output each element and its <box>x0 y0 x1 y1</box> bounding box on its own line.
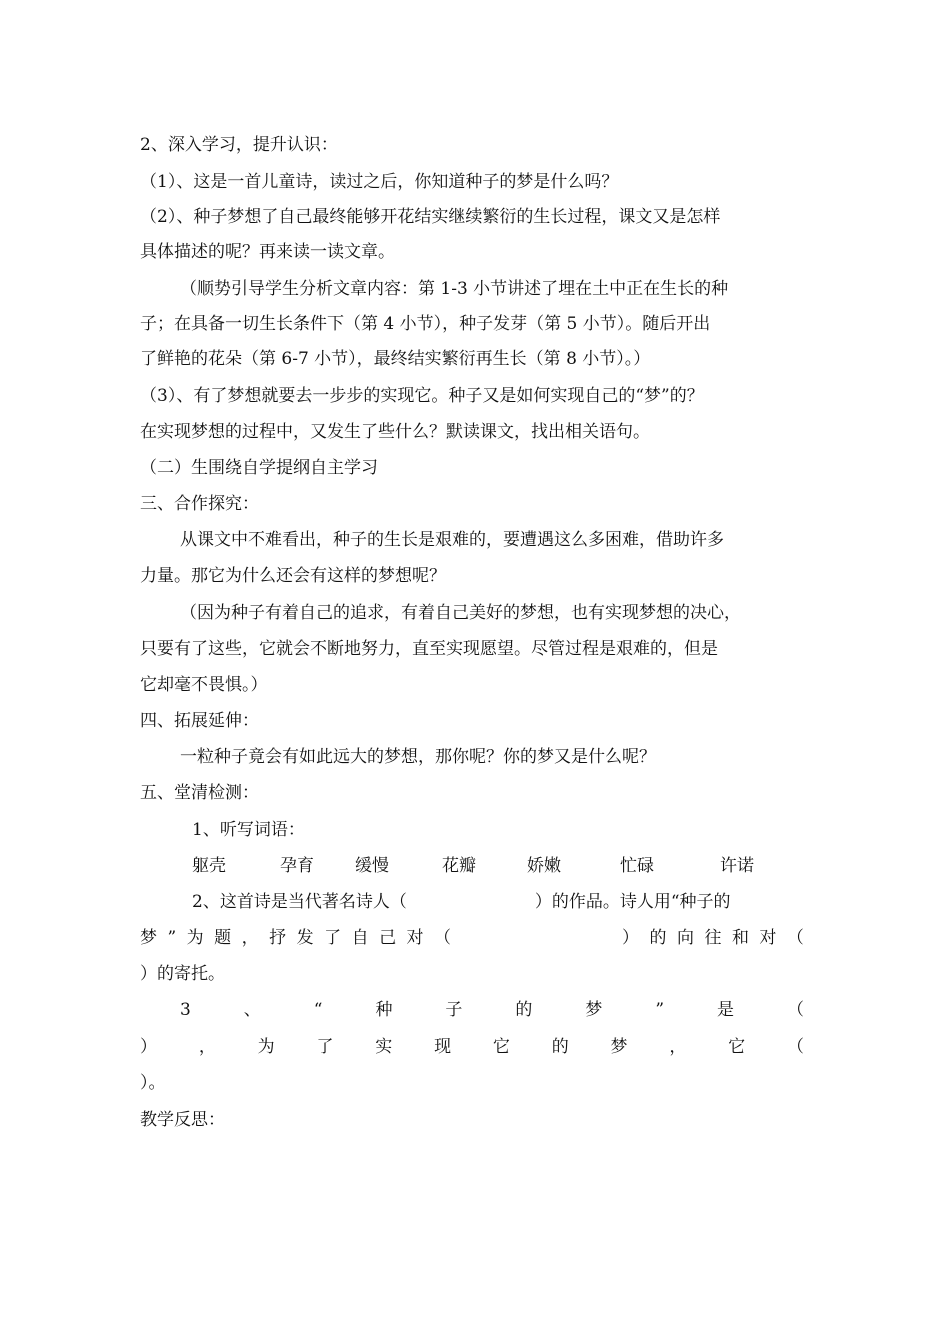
char: 抒 <box>269 928 287 948</box>
dictation-word: 许诺 <box>720 856 754 876</box>
char: 为 <box>186 928 204 948</box>
char: 往 <box>704 928 722 948</box>
char: 梦 <box>140 928 157 948</box>
paragraph-line: 只要有了这些，它就会不断地努力，直至实现愿望。尽管过程是艰难的，但是 <box>140 639 718 659</box>
char: （ <box>786 1000 804 1020</box>
exercise-line-spread <box>140 1037 804 1057</box>
char: （ <box>786 1037 804 1057</box>
paragraph-line: 在实现梦想的过程中，又发生了些什么？默读课文，找出相关语句。 <box>140 422 650 442</box>
char: 的 <box>649 928 667 948</box>
char: “ <box>313 1000 323 1020</box>
paragraph-line: 从课文中不难看出，种子的生长是艰难的，要遭遇这么多困难，借助许多 <box>180 530 724 550</box>
char: 对 <box>406 928 424 948</box>
char: 种 <box>375 1000 393 1020</box>
char: ） <box>622 928 639 948</box>
dictation-word: 躯壳 <box>192 856 226 876</box>
char: 的 <box>551 1037 569 1057</box>
char: 它 <box>492 1037 510 1057</box>
paragraph-line: （1）、这是一首儿童诗，读过之后，你知道种子的梦是什么吗？ <box>140 172 619 192</box>
char: 题 <box>214 928 232 948</box>
exercise-text: ）的作品。诗人用“种子的 <box>534 892 731 912</box>
char: 、 <box>243 1000 261 1020</box>
dictation-word: 孕育 <box>280 856 314 876</box>
char: ” <box>655 1000 665 1020</box>
char: 3 <box>180 1000 191 1020</box>
char: ） <box>140 1037 157 1057</box>
char: 子 <box>445 1000 463 1020</box>
section-heading: （二）生围绕自学提纲自主学习 <box>140 458 378 478</box>
char: （ <box>434 928 452 948</box>
char: 了 <box>324 928 342 948</box>
dictation-word: 忙碌 <box>620 856 654 876</box>
paragraph-line: 具体描述的呢？再来读一读文章。 <box>140 242 395 262</box>
section-heading: 四、拓展延伸： <box>140 711 259 731</box>
char: 梦 <box>585 1000 603 1020</box>
char: ， <box>198 1037 216 1057</box>
exercise-item: 1、听写词语： <box>192 820 305 840</box>
answer-blank[interactable] <box>462 928 612 948</box>
paragraph-line: 子；在具备一切生长条件下（第 4 小节），种子发芽（第 5 小节）。随后开出 <box>140 314 711 334</box>
char: 实 <box>375 1037 393 1057</box>
paragraph-line: 它却毫不畏惧。） <box>140 675 268 695</box>
dictation-word: 娇嫩 <box>527 856 561 876</box>
dictation-word: 花瓣 <box>442 856 476 876</box>
char: 向 <box>676 928 694 948</box>
char: ， <box>241 928 259 948</box>
paragraph-line: 了鲜艳的花朵（第 6-7 小节），最终结实繁衍再生长（第 8 小节）。） <box>140 349 651 369</box>
char: 的 <box>515 1000 533 1020</box>
char: （ <box>786 928 804 948</box>
char: 是 <box>716 1000 734 1020</box>
char: 发 <box>296 928 314 948</box>
char: 它 <box>728 1037 746 1057</box>
char: 和 <box>731 928 749 948</box>
paragraph-line: （顺势引导学生分析文章内容：第 1-3 小节讲述了埋在土中正在生长的种 <box>180 279 729 299</box>
char: ， <box>669 1037 687 1057</box>
exercise-item <box>192 892 731 912</box>
char: 己 <box>379 928 397 948</box>
paragraph-line: 一粒种子竟会有如此远大的梦想，那你呢？你的梦又是什么呢？ <box>180 747 656 767</box>
char: 自 <box>351 928 369 948</box>
exercise-line-spread <box>140 928 804 948</box>
section-heading: 三、合作探究： <box>140 494 259 514</box>
exercise-line-spread <box>180 1000 804 1020</box>
section-heading: 2、深入学习，提升认识： <box>140 135 338 155</box>
paragraph-line: 力量。那它为什么还会有这样的梦想呢？ <box>140 566 446 586</box>
paragraph-line: （2）、种子梦想了自己最终能够开花结实继续繁衍的生长过程，课文又是怎样 <box>140 207 721 227</box>
section-heading: 五、堂清检测： <box>140 783 259 803</box>
dictation-word: 缓慢 <box>355 856 389 876</box>
exercise-line: ）的寄托。 <box>140 964 225 984</box>
char: 为 <box>257 1037 275 1057</box>
exercise-text: 2、这首诗是当代著名诗人（ <box>192 892 407 912</box>
exercise-line: ）。 <box>140 1073 166 1093</box>
dictation-word-list <box>0 856 950 880</box>
char: ” <box>167 928 177 948</box>
char: 了 <box>316 1037 334 1057</box>
paragraph-line: （3）、有了梦想就要去一步步的实现它。种子又是如何实现自己的“梦”的？ <box>140 386 704 406</box>
paragraph-line: （因为种子有着自己的追求，有着自己美好的梦想，也有实现梦想的决心， <box>180 603 741 623</box>
char: 对 <box>759 928 777 948</box>
char: 梦 <box>610 1037 628 1057</box>
section-heading: 教学反思： <box>140 1110 225 1130</box>
char: 现 <box>434 1037 452 1057</box>
